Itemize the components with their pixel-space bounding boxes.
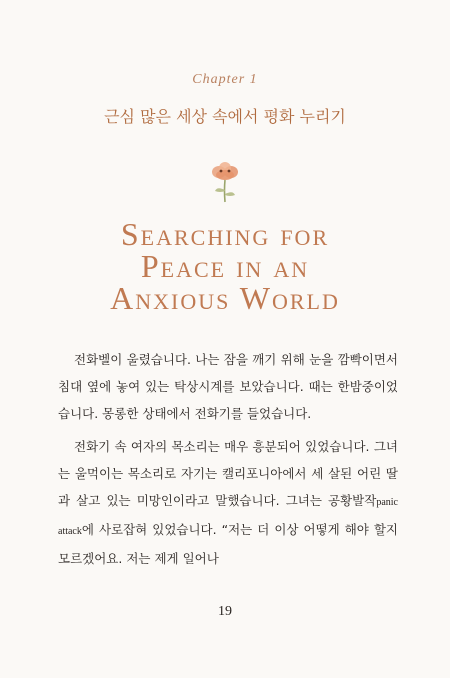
chapter-label: Chapter 1 [192, 72, 258, 87]
chapter-korean-title: 근심 많은 세상 속에서 평화 누리기 [104, 107, 346, 126]
body-text [58, 346, 398, 572]
english-title-line: Peace in an [140, 248, 310, 284]
paragraph: 전화벨이 울렸습니다. 나는 잠을 깨기 위해 눈을 깜빡이면서 침대 옆에 놓여 있는 탁상시계를 보았습니다. 때는 한밤중이었습니다. 몽롱한 상태에서 전화기를 들었습니다. [58, 352, 398, 421]
english-title-line: Anxious World [110, 280, 340, 316]
english-title-line: Searching for [120, 216, 330, 252]
flower-icon [205, 158, 245, 206]
paragraph-text: 전화기 속 여자의 목소리는 매우 흥분되어 있었습니다. 그녀는 울먹이는 목소리로 자기는 캘리포니아에서 세 살된 어린 딸과 살고 있는 미망인이라고 말했습니다. 그녀는 공황발작 [58, 439, 398, 508]
page-number: 19 [218, 604, 232, 619]
paragraph-text: 에 사로잡혀 있었습니다. “저는 더 이상 어떻게 해야 할지 모르겠어요. 저는 제게 일어나 [58, 522, 398, 566]
chapter-english-title [0, 218, 450, 314]
paragraph [58, 433, 398, 572]
paragraph-english-term: panic attack [58, 497, 398, 537]
